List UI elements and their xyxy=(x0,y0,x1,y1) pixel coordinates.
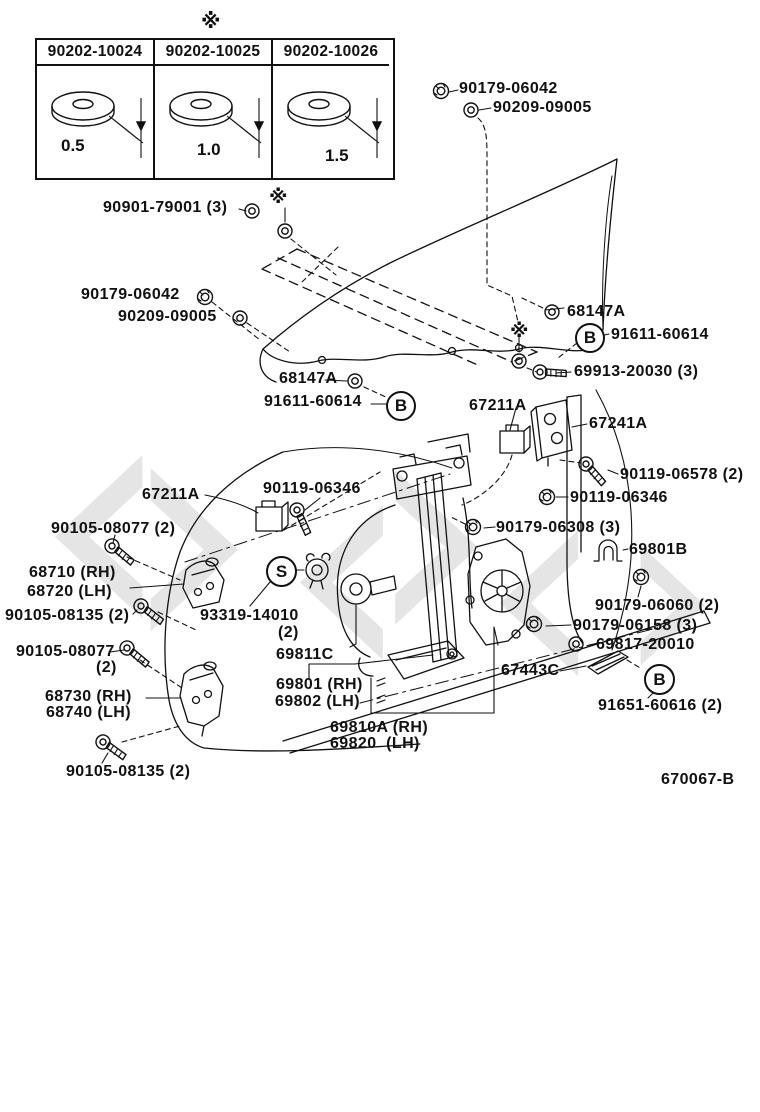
nut-icon xyxy=(198,290,213,305)
label-69913-20030: 69913-20030 (3) xyxy=(574,363,699,380)
label-67211a-top: 67211A xyxy=(469,397,527,414)
label-93319-qty: (2) xyxy=(278,624,299,641)
label-91651-60616: 91651-60616 (2) xyxy=(598,697,723,714)
label-90179-06042-top: 90179-06042 xyxy=(459,80,558,97)
grommet-icon xyxy=(245,204,259,218)
reference-mark: ※ xyxy=(510,320,529,342)
hinge-lower xyxy=(180,662,223,736)
callout-s: S xyxy=(266,556,297,587)
shim-thickness-table xyxy=(35,38,395,180)
frame-clip-left xyxy=(256,501,288,531)
nut-icon xyxy=(434,84,449,99)
grommet-icon xyxy=(233,311,247,325)
grommet-icon xyxy=(464,103,478,117)
grommet-icon xyxy=(545,305,559,319)
frame-clip-top xyxy=(500,425,530,453)
bolt-icon xyxy=(93,733,130,760)
nut-icon xyxy=(540,490,555,505)
bolt-icon xyxy=(286,500,319,536)
label-67241a: 67241A xyxy=(589,415,648,432)
shim-part-number: 90202-10025 xyxy=(155,40,271,66)
label-90105-08135-lower: 90105-08135 (2) xyxy=(66,763,191,780)
label-90179-06060: 90179-06060 (2) xyxy=(595,597,720,614)
label-91611-60614-right: 91611-60614 xyxy=(611,326,709,343)
nut-icon xyxy=(634,570,649,585)
label-69801-rh: 69801 (RH) xyxy=(276,676,363,693)
label-90119-06346-left: 90119-06346 xyxy=(263,480,361,497)
label-67443c: 67443C xyxy=(501,662,560,679)
label-90209-09005-left: 90209-09005 xyxy=(118,308,217,325)
shim-thickness-value: 1.5 xyxy=(325,146,349,165)
label-69817-20010: 69817-20010 xyxy=(596,636,695,653)
label-90105-08077-lower: 90105-08077 xyxy=(16,643,115,660)
label-68710-rh: 68710 (RH) xyxy=(29,564,116,581)
shim-thickness-value: 1.0 xyxy=(197,140,221,159)
label-90119-06346-right: 90119-06346 xyxy=(570,489,668,506)
retainer-clip-69801b xyxy=(594,540,622,561)
reference-mark: ※ xyxy=(269,186,288,208)
label-68730-rh: 68730 (RH) xyxy=(45,688,132,705)
grommet-icon xyxy=(348,374,362,388)
bolt-icon xyxy=(117,639,154,668)
shim-washer-icon xyxy=(37,66,155,178)
label-90901-79001: 90901-79001 (3) xyxy=(103,199,228,216)
reference-mark: ※ xyxy=(201,9,221,33)
label-68720-lh: 68720 (LH) xyxy=(27,583,112,600)
label-69820-lh: 69820 (LH) xyxy=(330,735,420,752)
door-glass xyxy=(260,159,617,382)
label-90119-06578: 90119-06578 (2) xyxy=(620,466,744,483)
shim-washer-icon xyxy=(155,66,273,178)
label-90179-06308: 90179-06308 (3) xyxy=(496,519,621,536)
shim-column xyxy=(155,40,273,178)
label-69810a-rh: 69810A (RH) xyxy=(330,719,429,736)
glass-run-channel xyxy=(262,249,537,366)
label-90105-08135-upper: 90105-08135 (2) xyxy=(5,607,130,624)
shim-thickness-value: 0.5 xyxy=(61,136,85,155)
shim-column xyxy=(37,40,155,178)
label-68147a-right: 68147A xyxy=(567,303,626,320)
label-68147a-left: 68147A xyxy=(279,370,338,387)
label-90105-08077-upper: 90105-08077 (2) xyxy=(51,520,176,537)
shim-part-number: 90202-10026 xyxy=(273,40,389,66)
label-90179-06158: 90179-06158 (3) xyxy=(573,617,698,634)
shim-drawing-cell xyxy=(273,66,389,178)
label-69801b: 69801B xyxy=(629,541,688,558)
label-68740-lh: 68740 (LH) xyxy=(46,704,131,721)
label-90179-06042-left: 90179-06042 xyxy=(81,286,180,303)
shim-part-number: 90202-10024 xyxy=(37,40,153,66)
label-90209-09005-top: 90209-09005 xyxy=(493,99,592,116)
diagram-code: 670067-B xyxy=(661,771,735,788)
label-69811c: 69811C xyxy=(276,646,334,663)
label-67211a-left: 67211A xyxy=(142,486,200,503)
callout-b-lower: B xyxy=(644,664,675,695)
label-90105-08077-lower-qty: (2) xyxy=(96,659,117,676)
callout-b-right: B xyxy=(575,323,605,353)
shim-column xyxy=(273,40,389,178)
label-91611-60614-left: 91611-60614 xyxy=(264,393,362,410)
label-69802-lh: 69802 (LH) xyxy=(275,693,360,710)
frame-bracket-67241a xyxy=(531,400,572,466)
grommet-icon xyxy=(278,224,292,238)
label-93319-14010: 93319-14010 xyxy=(200,607,299,624)
callout-b-left: B xyxy=(386,391,416,421)
shim-drawing-cell xyxy=(37,66,153,178)
shim-drawing-cell xyxy=(155,66,271,178)
bolt-icon xyxy=(532,361,567,382)
